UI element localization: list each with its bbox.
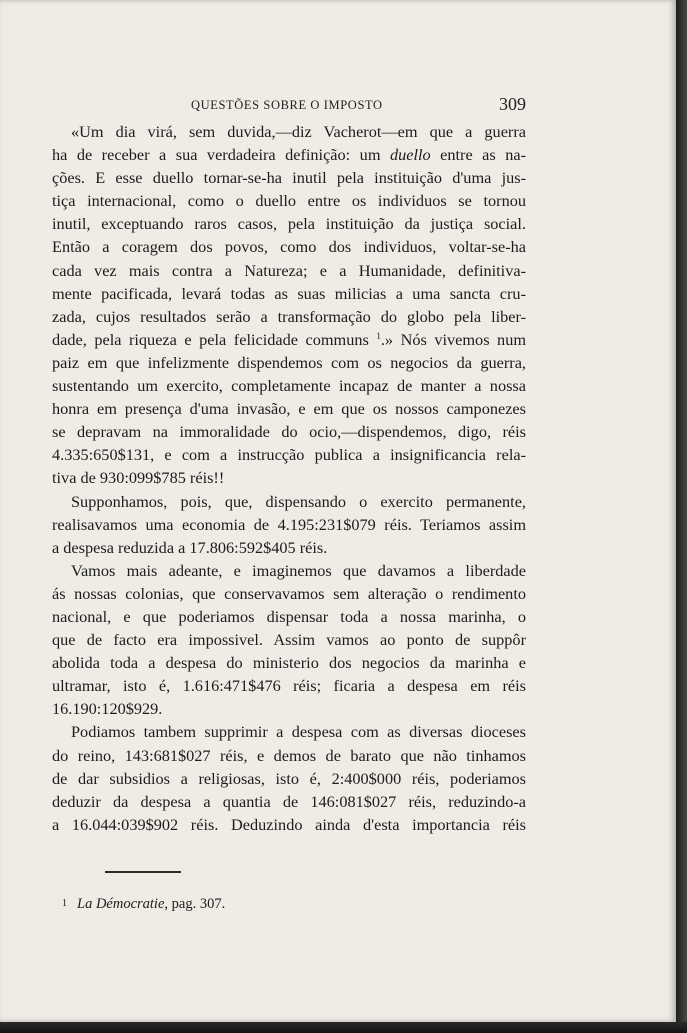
running-title: QUESTÕES SOBRE O IMPOSTO bbox=[191, 98, 383, 112]
text-line: sustentando um exercito, completamente incapaz de manter a nossa bbox=[52, 376, 526, 396]
page-number: 309 bbox=[499, 94, 526, 114]
text-line: realisavamos uma economia de 4.195:231$079 réis. Teriamos assim bbox=[52, 514, 526, 534]
body-text bbox=[52, 120, 526, 836]
text-line: tiva de 930:099$785 réis!! bbox=[52, 468, 225, 488]
text-line: Então a coragem dos povos, como dos individuos, voltar-se-ha bbox=[52, 237, 526, 257]
footnote-reference: 1 bbox=[376, 330, 381, 341]
text-line: se depravam na immoralidade do ocio,—dispendemos, digo, réis bbox=[52, 422, 526, 442]
text-line: ha de receber a sua verdadeira definição: um duello entre as na- bbox=[52, 145, 526, 165]
text-line: Vamos mais adeante, e imaginemos que davamos a liberdade bbox=[71, 560, 526, 580]
text-line: tiça internacional, como o duello entre os individuos se tornou bbox=[52, 191, 526, 211]
scan-bottom-edge bbox=[0, 1022, 687, 1033]
italic-word: duello bbox=[389, 145, 431, 165]
footnote-title: La Démocratie bbox=[77, 896, 165, 912]
footnote bbox=[62, 896, 225, 913]
text-line: Supponhamos, pois, que, dispensando o exercito permanente, bbox=[71, 491, 526, 511]
text-line: a 16.044:039$902 réis. Deduzindo ainda d'esta importancia réis bbox=[52, 814, 526, 834]
text-line: 16.190:120$929. bbox=[52, 699, 163, 719]
text-line: a despesa reduzida a 17.806:592$405 réis. bbox=[52, 537, 328, 557]
footnote-text: , pag. 307. bbox=[164, 896, 226, 912]
text-line: ás nossas colonias, que conservavamos sem alteração o rendimento bbox=[52, 583, 526, 603]
text-line: deduzir da despesa a quantia de 146:081$027 réis, reduzindo-a bbox=[52, 791, 526, 811]
text-line: 4.335:650$131, e com a instrucção publica a insignificancia rela- bbox=[52, 445, 526, 465]
footnote-mark: 1 bbox=[62, 898, 67, 909]
book-gutter-edge bbox=[676, 0, 687, 1033]
text-line: nacional, e que poderiamos dispensar toda a nossa marinha, o bbox=[52, 606, 526, 626]
text-line: inutil, exceptuando raros casos, pela instituição da justiça social. bbox=[52, 214, 526, 234]
footnote-rule bbox=[105, 871, 181, 873]
text-line: mente pacificada, levará todas as suas milicias a uma sancta cru- bbox=[52, 283, 526, 303]
text-line: que de facto era impossivel. Assim vamos ao ponto de suppôr bbox=[52, 630, 526, 650]
text-line: paiz em que infelizmente dispendemos com os negocios da guerra, bbox=[52, 352, 526, 372]
page-header bbox=[52, 94, 526, 118]
text-line: Podiamos tambem supprimir a despesa com as diversas dioceses bbox=[71, 722, 526, 742]
text-line: cada vez mais contra a Natureza; e a Humanidade, definitiva- bbox=[52, 260, 526, 280]
text-line: dade, pela riqueza e pela felicidade communs $^1$.» Nós vivemos num bbox=[52, 329, 527, 349]
text-line: abolida toda a despesa do ministerio dos negocios da marinha e bbox=[52, 653, 526, 673]
text-line: «Um dia virá, sem duvida,—diz Vacherot—em que a guerra bbox=[71, 122, 526, 141]
text-line: de dar subsidios a religiosas, isto é, 2:400$000 réis, poderiamos bbox=[52, 768, 526, 788]
text-line: ultramar, isto é, 1.616:471$476 réis; ficaria a despesa em réis bbox=[52, 676, 526, 696]
text-line: do reino, 143:681$027 réis, e demos de barato que não tinhamos bbox=[52, 745, 526, 765]
text-line: ções. E esse duello tornar-se-ha inutil pela instituição d'uma jus- bbox=[52, 168, 526, 188]
text-line: zada, cujos resultados serão a transformação do globo pela liber- bbox=[52, 306, 526, 326]
text-line: honra em presença d'uma invasão, e em que os nossos camponezes bbox=[52, 399, 526, 419]
